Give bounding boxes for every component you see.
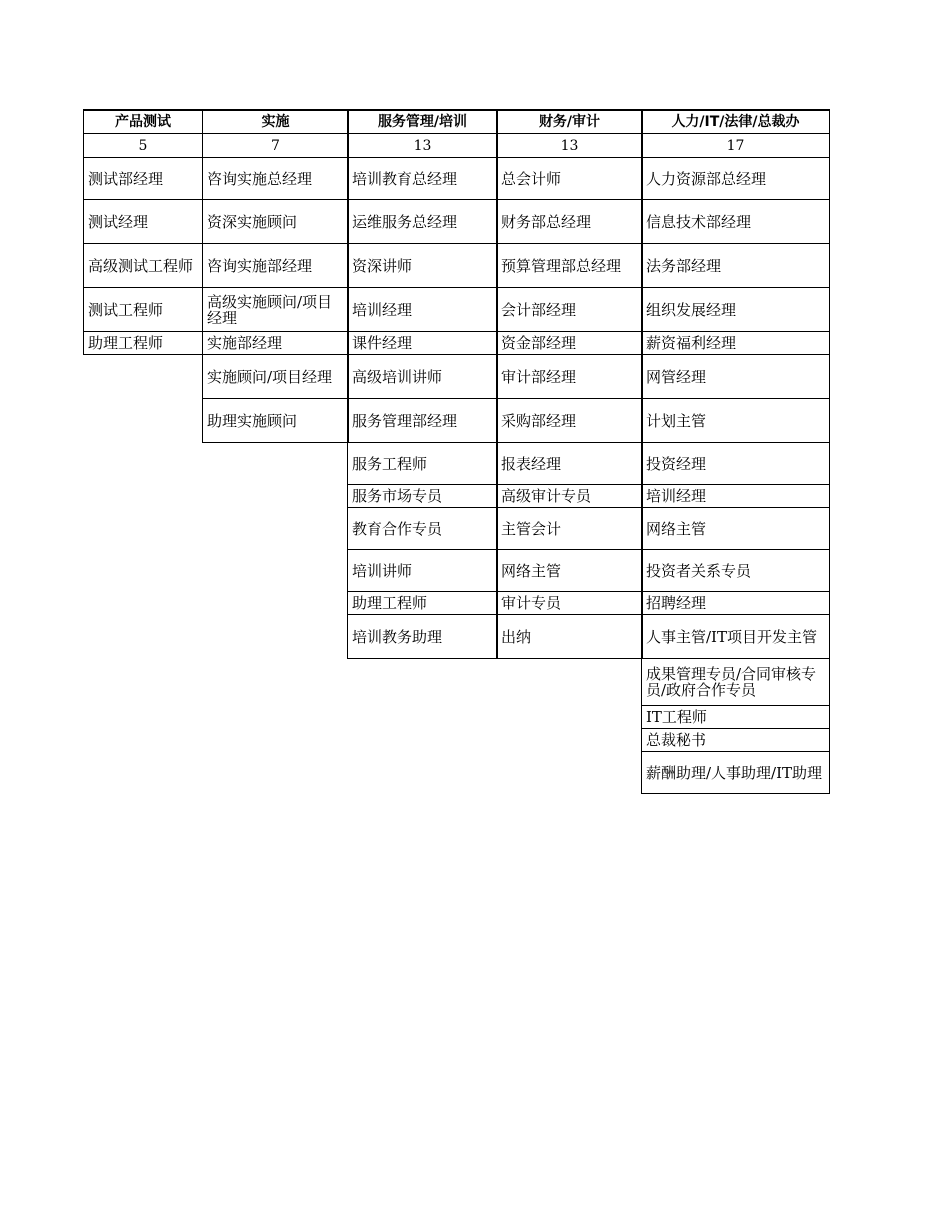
column-implementation — [202, 109, 349, 443]
table-cell: 总裁秘书 — [641, 728, 830, 752]
table-cell: 投资经理 — [641, 442, 830, 485]
table-cell: 投资者关系专员 — [641, 549, 830, 592]
table-cell: 高级审计专员 — [496, 484, 643, 508]
column-count: 13 — [496, 133, 643, 158]
table-cell: 测试部经理 — [83, 157, 203, 200]
column-service-training — [347, 109, 498, 659]
table-cell: 审计部经理 — [496, 354, 643, 399]
table-cell: 咨询实施部经理 — [202, 243, 349, 288]
table-cell: 服务工程师 — [347, 442, 498, 485]
table-cell: 培训教务助理 — [347, 614, 498, 659]
table-cell: 人事主管/IT项目开发主管 — [641, 614, 830, 659]
column-count: 13 — [347, 133, 498, 158]
table-cell: 计划主管 — [641, 398, 830, 443]
column-count: 17 — [641, 133, 830, 158]
table-cell: 审计专员 — [496, 591, 643, 615]
table-cell: 培训教育总经理 — [347, 157, 498, 200]
table-cell: 运维服务总经理 — [347, 199, 498, 244]
table-cell: IT工程师 — [641, 705, 830, 729]
table-cell: 薪资福利经理 — [641, 331, 830, 355]
column-header: 实施 — [202, 109, 349, 134]
table-cell: 招聘经理 — [641, 591, 830, 615]
table-cell: 资深讲师 — [347, 243, 498, 288]
column-product-testing — [83, 109, 203, 355]
table-cell: 报表经理 — [496, 442, 643, 485]
table-cell: 服务市场专员 — [347, 484, 498, 508]
table-cell: 财务部总经理 — [496, 199, 643, 244]
table-cell: 助理工程师 — [347, 591, 498, 615]
table-cell: 培训讲师 — [347, 549, 498, 592]
column-header: 服务管理/培训 — [347, 109, 498, 134]
table-cell: 成果管理专员/合同审核专员/政府合作专员 — [641, 658, 830, 706]
table-cell: 课件经理 — [347, 331, 498, 355]
table-cell: 服务管理部经理 — [347, 398, 498, 443]
table-cell: 出纳 — [496, 614, 643, 659]
column-hr-it-legal-office — [641, 109, 830, 794]
table-cell: 资金部经理 — [496, 331, 643, 355]
column-header: 产品测试 — [83, 109, 203, 134]
table-cell: 教育合作专员 — [347, 507, 498, 550]
table-cell: 网络主管 — [641, 507, 830, 550]
table-cell: 资深实施顾问 — [202, 199, 349, 244]
table-cell: 实施部经理 — [202, 331, 349, 355]
table-cell: 网络主管 — [496, 549, 643, 592]
table-cell: 网管经理 — [641, 354, 830, 399]
table-cell: 助理实施顾问 — [202, 398, 349, 443]
table-cell: 人力资源部总经理 — [641, 157, 830, 200]
table-cell: 培训经理 — [347, 287, 498, 332]
column-count: 7 — [202, 133, 349, 158]
table-cell: 实施顾问/项目经理 — [202, 354, 349, 399]
table-cell: 会计部经理 — [496, 287, 643, 332]
table-cell: 咨询实施总经理 — [202, 157, 349, 200]
table-cell: 主管会计 — [496, 507, 643, 550]
table-cell: 薪酬助理/人事助理/IT助理 — [641, 751, 830, 794]
table-cell: 组织发展经理 — [641, 287, 830, 332]
table-cell: 总会计师 — [496, 157, 643, 200]
table-cell: 测试工程师 — [83, 287, 203, 332]
table-cell: 采购部经理 — [496, 398, 643, 443]
table-cell: 测试经理 — [83, 199, 203, 244]
column-header: 人力/IT/法律/总裁办 — [641, 109, 830, 134]
table-cell: 法务部经理 — [641, 243, 830, 288]
table-cell: 高级培训讲师 — [347, 354, 498, 399]
column-finance-audit — [496, 109, 643, 659]
column-header: 财务/审计 — [496, 109, 643, 134]
table-cell: 助理工程师 — [83, 331, 203, 355]
table-cell: 高级测试工程师 — [83, 243, 203, 288]
column-count: 5 — [83, 133, 203, 158]
table-cell: 高级实施顾问/项目经理 — [202, 287, 349, 332]
table-cell: 培训经理 — [641, 484, 830, 508]
table-cell: 预算管理部总经理 — [496, 243, 643, 288]
table-cell: 信息技术部经理 — [641, 199, 830, 244]
